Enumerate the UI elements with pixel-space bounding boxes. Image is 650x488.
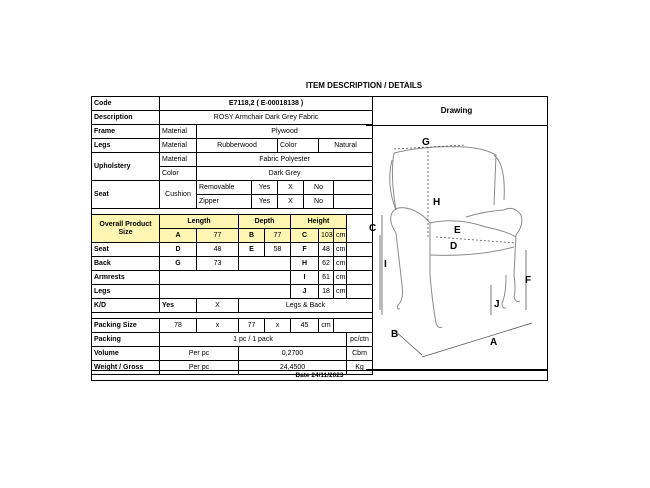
seat-d-letter: D [160,243,197,257]
seat-removable-no: No [304,181,334,195]
depth-header: Depth [239,215,291,229]
kd-x: X [197,299,239,313]
description-row [92,111,373,125]
length-header: Length [160,215,239,229]
seat-removable-label: Removable [197,181,252,195]
upholstery-label: Upholstery [92,153,160,181]
kd-yes: Yes [160,299,197,313]
code-label: Code [92,97,160,111]
armrests-unit: cm [334,271,347,285]
seat-zipper-no: No [304,195,334,209]
armrests-i-value: 61 [319,271,334,285]
volume-unit: Cbm [347,347,373,361]
packing-label: Packing [92,333,160,347]
volume-per: Per pc [160,347,239,361]
legs-material: Rubberwood [197,139,278,153]
back-g-letter: G [160,257,197,271]
seat-zipper-label: Zipper [197,195,252,209]
seat-f-value: 48 [319,243,334,257]
packing-size-l: 78 [160,319,197,333]
description-value: ROSY Armchair Dark Grey Fabric [160,111,373,125]
label-h: H [433,197,441,208]
volume-row [92,347,373,361]
seat-dims-label: Seat [92,243,160,257]
code-row [92,97,373,111]
seat-removable-x: X [278,181,304,195]
frame-label: Frame [92,125,160,139]
back-label: Back [92,257,160,271]
dimension-lines [380,215,532,357]
frame-sub: Material [160,125,197,139]
drawing-header: Drawing [366,97,547,126]
volume-value: 0,2700 [239,347,347,361]
overall-size-label: Overall Product Size [92,215,160,243]
seat-e-letter: E [239,243,265,257]
label-a: A [490,337,498,348]
weight-value: 24,4500 [239,361,347,375]
legs-sub: Material [160,139,197,153]
weight-per: Per pc [160,361,239,375]
upholstery-material-row [92,153,373,167]
packing-size-x1: x [197,319,239,333]
kd-label: K/D [92,299,160,313]
label-e: E [454,225,461,236]
back-h-letter: H [291,257,319,271]
packing-size-row [92,319,373,333]
armrests-i-letter: I [291,271,319,285]
packing-unit: pc/ctn [347,333,373,347]
legs-dims-row [92,285,373,299]
back-depth-blank [239,257,291,271]
armrests-row [92,271,373,285]
back-row [92,257,373,271]
weight-unit: Kg [347,361,373,375]
legs-j-letter: J [291,285,319,299]
dimension-labels [369,137,531,348]
kd-value: Legs & Back [239,299,373,313]
legs-label: Legs [92,139,160,153]
label-i: I [384,259,387,270]
back-unit: cm [334,257,347,271]
legs-unit: cm [334,285,347,299]
upholstery-material-value: Fabric Polyester [197,153,373,167]
legs-color-label: Color [278,139,319,153]
armrests-label: Armrests [92,271,160,285]
description-label: Description [92,111,160,125]
spec-table [91,96,373,375]
seat-zipper-yes: Yes [252,195,278,209]
upholstery-color-label: Color [160,167,197,181]
overall-b-value: 77 [265,229,291,243]
seat-dims-row [92,243,373,257]
frame-value: Plywood [197,125,373,139]
overall-a-value: 77 [197,229,239,243]
label-b: B [391,329,399,340]
overall-a-letter: A [160,229,197,243]
volume-label: Volume [92,347,160,361]
packing-value: 1 pc / 1 pack [160,333,347,347]
upholstery-material-label: Material [160,153,197,167]
armchair-outline [390,147,522,328]
frame-row [92,125,373,139]
code-value: E7118,2 ( E-00018138 ) [160,97,373,111]
back-h-value: 62 [319,257,334,271]
overall-b-letter: B [239,229,265,243]
packing-size-label: Packing Size [92,319,160,333]
weight-label: Weight / Gross [92,361,160,375]
legs-dims-label: Legs [92,285,160,299]
seat-removable-yes: Yes [252,181,278,195]
label-d: D [450,241,458,252]
seat-f-letter: F [291,243,319,257]
legs-dims-blank [160,285,291,299]
back-g-value: 73 [197,257,239,271]
packing-size-x2: x [265,319,291,333]
label-c: C [369,223,377,234]
packing-size-w: 77 [239,319,265,333]
seat-unit: cm [334,243,347,257]
kd-row [92,299,373,313]
label-f: F [525,275,532,286]
seat-e-value: 58 [265,243,291,257]
legs-row [92,139,373,153]
height-header: Height [291,215,347,229]
seat-removable-row [92,181,373,195]
packing-size-unit: cm [319,319,334,333]
date-footer: Date 24/11/2023 [91,370,548,381]
seat-label: Seat [92,181,160,209]
legs-j-value: 18 [319,285,334,299]
packing-row [92,333,373,347]
legs-color-value: Natural [319,139,373,153]
label-g: G [422,137,430,148]
seat-sub: Cushion [160,181,197,209]
dims-header-row [92,215,373,229]
seat-d-value: 48 [197,243,239,257]
overall-unit: cm [334,229,347,243]
packing-size-h: 45 [291,319,319,333]
document-title: ITEM DESCRIPTION / DETAILS [305,81,423,90]
seat-zipper-x: X [278,195,304,209]
upholstery-color-value: Dark Grey [197,167,373,181]
overall-c-letter: C [291,229,319,243]
armrests-blank [160,271,291,285]
label-j: J [494,299,500,310]
armchair-drawing [366,125,548,370]
overall-c-value: 103 [319,229,334,243]
